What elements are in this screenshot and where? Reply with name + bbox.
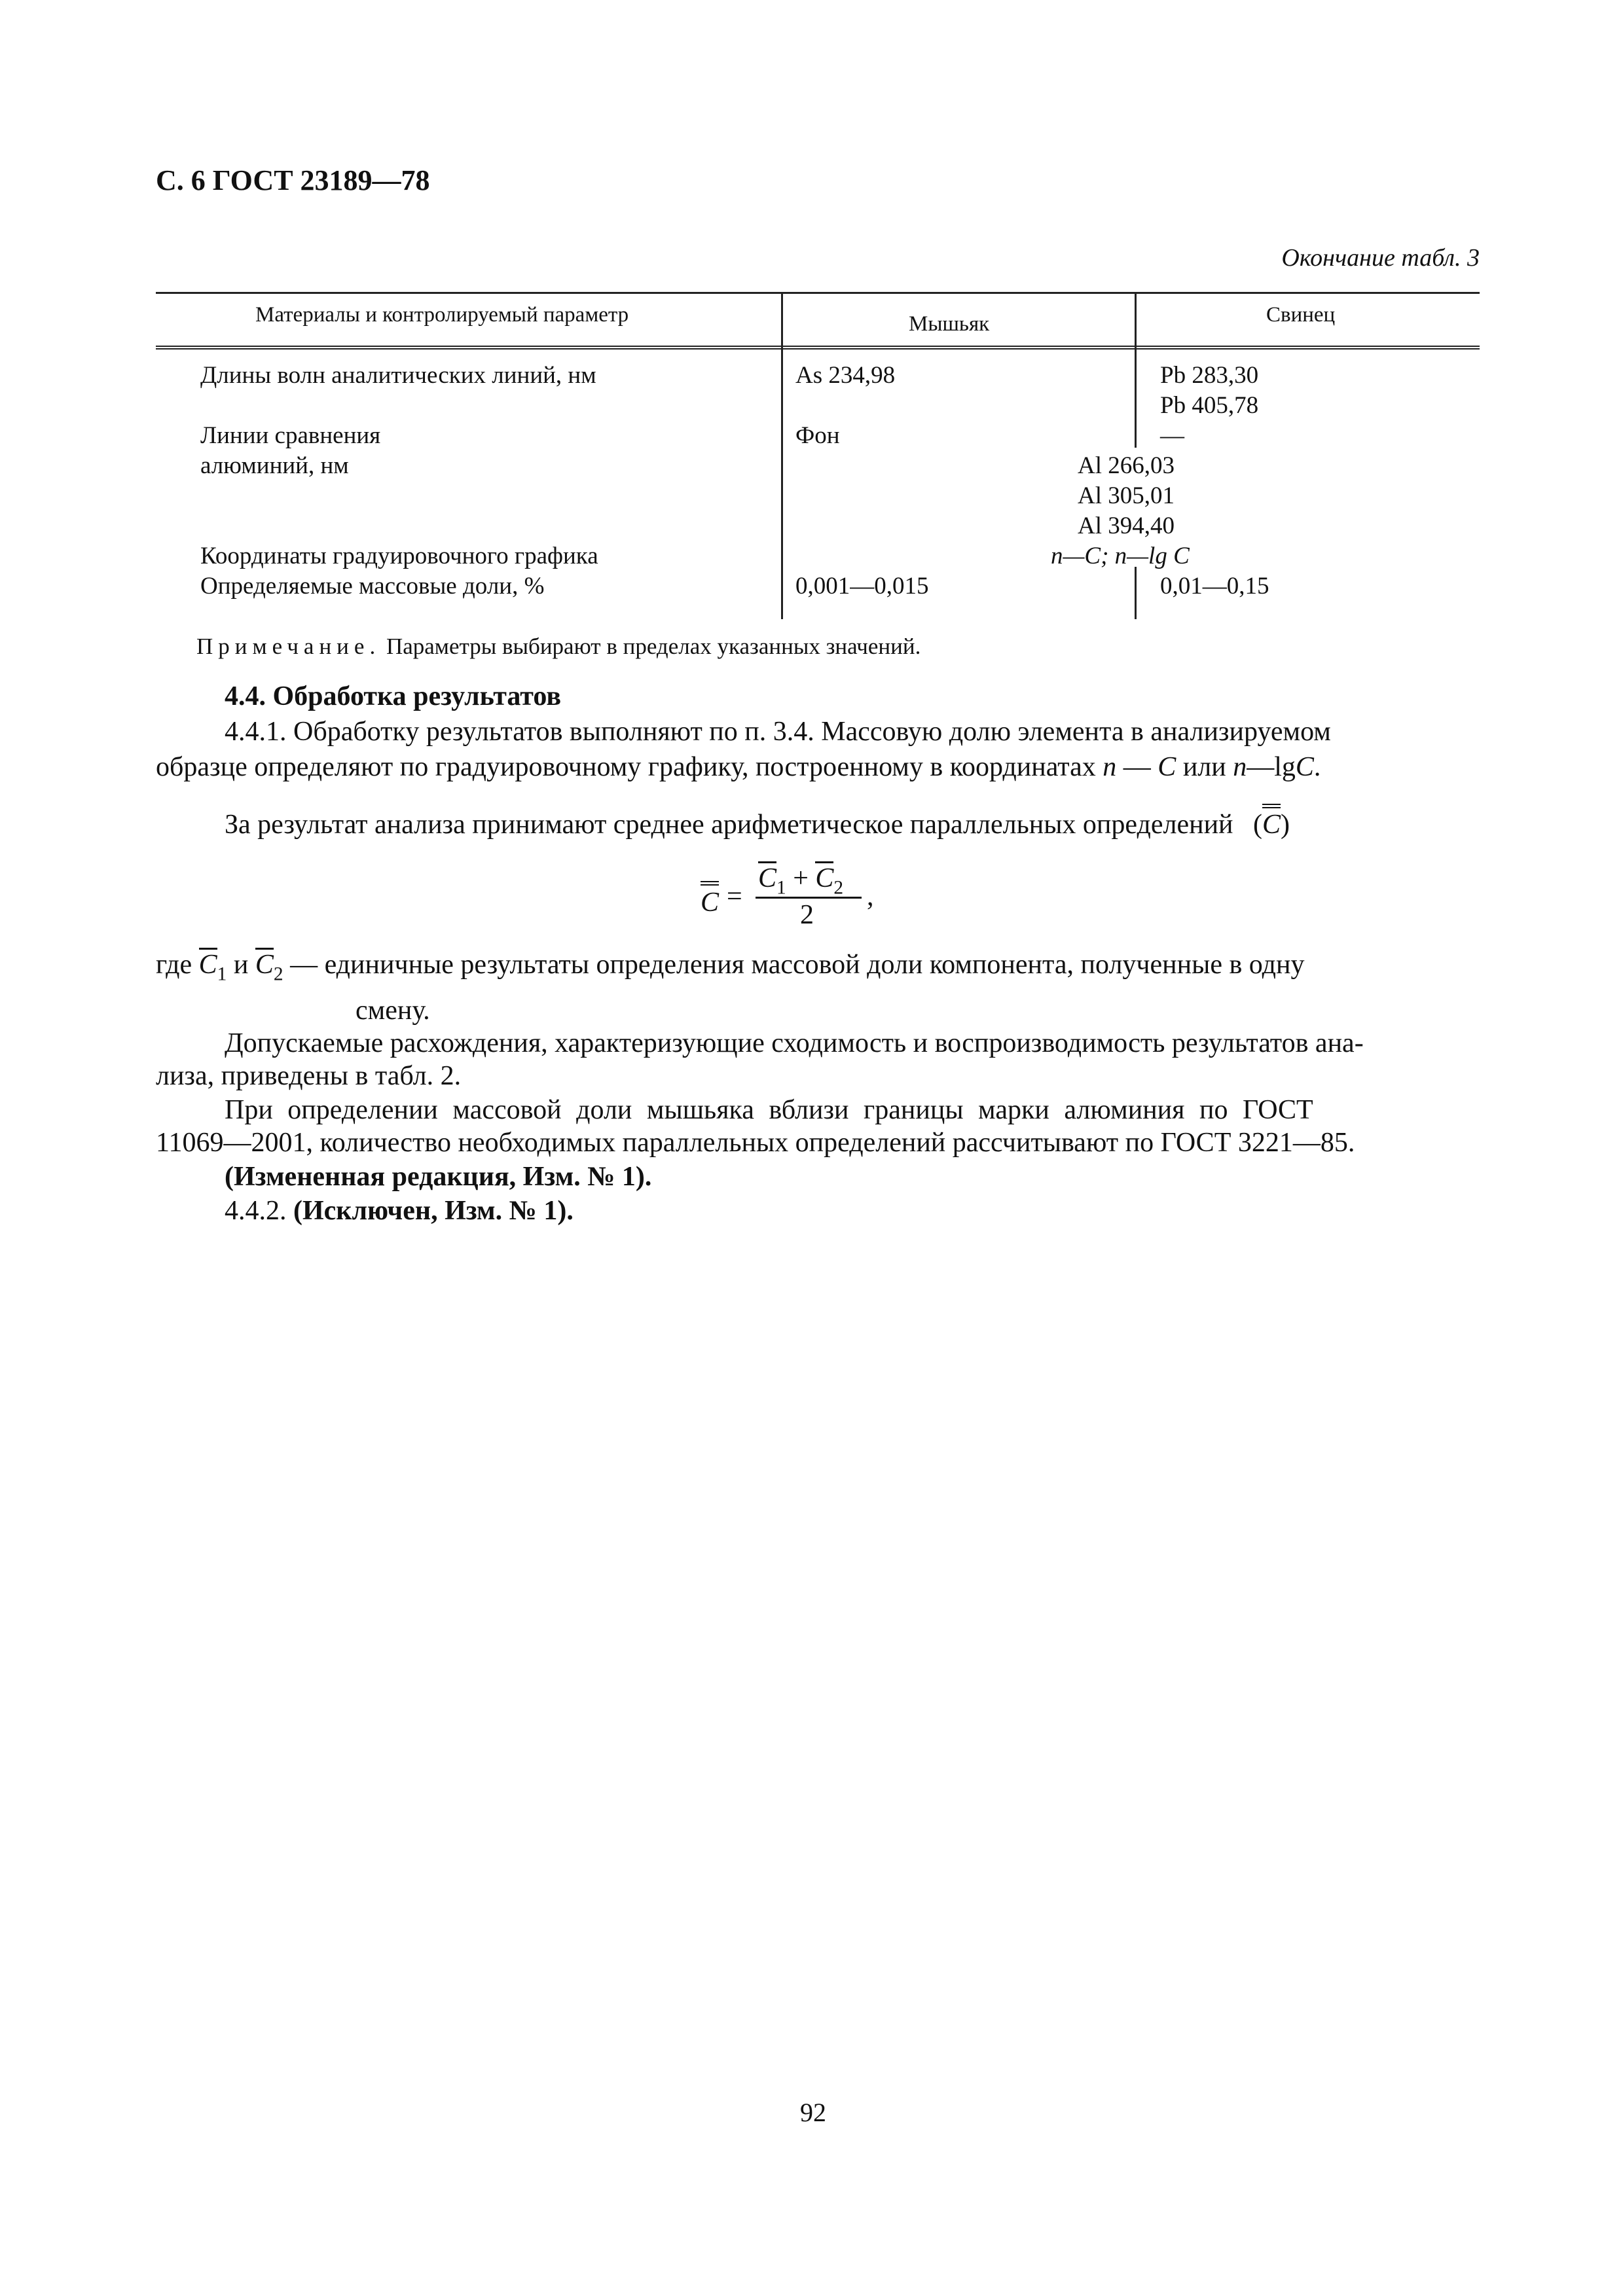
text-run: — единичные результаты определения массовой доли компонента, полученные в одну: [283, 950, 1305, 980]
paragraph-4-4-2: [225, 1195, 574, 1227]
formula-comma: ,: [867, 882, 874, 912]
paragraph-4-4-1-line-2: [156, 751, 1321, 783]
text-run: —lg: [1247, 752, 1296, 782]
formula-c2: C: [815, 861, 833, 893]
row-wavelengths-arsenic: As 234,98: [795, 362, 896, 389]
paragraph-tolerances-line-1: Допускаемые расхождения, характеризующие сходимость и воспроизводимость результатов ана-: [225, 1028, 1364, 1058]
table-note: [196, 634, 921, 660]
formula-numerator: [758, 863, 843, 899]
row-fractions-lead: 0,01—0,15: [1160, 573, 1269, 600]
paragraph-where-line-2: смену.: [356, 996, 430, 1026]
row-comparison-al-3: Al 394,40: [1078, 512, 1175, 539]
document-header: С. 6 ГОСТ 23189—78: [156, 164, 430, 196]
table-note-lead: Примечание.: [196, 634, 381, 659]
where-sub2: 2: [273, 963, 283, 985]
page-number: 92: [800, 2098, 826, 2127]
table-header-rule: [156, 346, 1480, 350]
math-n: n: [1233, 752, 1247, 782]
text-run: —: [1116, 752, 1158, 782]
text-run: или: [1176, 752, 1233, 782]
text-run: где: [156, 950, 199, 980]
formula-equals: =: [727, 882, 742, 912]
where-c1: C: [199, 948, 217, 980]
where-c2: C: [255, 948, 274, 980]
text-run: За результат анализа принимают среднее арифметическое параллельных определений: [225, 810, 1233, 840]
row-coordinates-label: Координаты градуировочного графика: [200, 543, 598, 569]
row-comparison-label-1: Линии сравнения: [200, 422, 381, 449]
row-coordinates-value: n—C; n—lg C: [1051, 543, 1190, 569]
paragraph-arsenic-line-2: 11069—2001, количество необходимых параллельных определений рассчитывают по ГОСТ 3221—85.: [156, 1128, 1355, 1158]
text-run: .: [1313, 752, 1321, 782]
table-caption: Окончание табл. 3: [1281, 244, 1480, 272]
row-comparison-lead: —: [1160, 422, 1184, 449]
table-top-rule: [156, 292, 1480, 294]
table-header-lead: Свинец: [1266, 303, 1336, 327]
table-header-param: Материалы и контролируемый параметр: [255, 303, 629, 327]
paragraph-where: [156, 949, 1304, 985]
paragraph-arsenic-line-1: При определении массовой доли мышьяка вблизи границы марки алюминия по ГОСТ: [225, 1095, 1313, 1125]
formula-fraction-bar: [756, 897, 862, 899]
formula-plus: +: [793, 863, 809, 893]
formula-sub2: 2: [833, 877, 844, 899]
text-run: образце определяют по градуировочному графику, построенному в координатах: [156, 752, 1103, 782]
section-heading: 4.4. Обработка результатов: [225, 681, 562, 711]
row-wavelengths-label: Длины волн аналитических линий, нм: [200, 362, 596, 389]
table-note-text: Параметры выбирают в пределах указанных значений.: [386, 634, 921, 659]
row-wavelengths-lead-1: Pb 283,30: [1160, 362, 1259, 389]
where-sub1: 1: [217, 963, 227, 985]
text-run: 4.4.2.: [225, 1196, 293, 1226]
row-fractions-arsenic: 0,001—0,015: [795, 573, 929, 600]
paragraph-result: [225, 809, 1290, 840]
row-comparison-label-2: алюминий, нм: [200, 452, 349, 479]
table-divider-1: [781, 292, 783, 619]
math-c-double-bar: C: [1262, 804, 1281, 840]
formula-sub1: 1: [776, 877, 786, 899]
math-c: C: [1158, 752, 1176, 782]
formula-denominator: 2: [800, 900, 814, 930]
table-header-arsenic: Мышьяк: [909, 312, 990, 336]
row-comparison-al-2: Al 305,01: [1078, 482, 1175, 509]
amendment-note: (Измененная редакция, Изм. № 1).: [225, 1162, 652, 1192]
mean-formula: [701, 863, 897, 935]
row-fractions-label: Определяемые массовые доли, %: [200, 573, 545, 600]
row-wavelengths-lead-2: Pb 405,78: [1160, 392, 1259, 419]
table-divider-2a: [1135, 292, 1137, 448]
paragraph-tolerances-line-2: лиза, приведены в табл. 2.: [156, 1061, 462, 1091]
row-comparison-al-1: Al 266,03: [1078, 452, 1175, 479]
paragraph-4-4-1-line-1: 4.4.1. Обработку результатов выполняют по п. 3.4. Массовую долю элемента в анализируемом: [225, 717, 1331, 747]
math-c: C: [1295, 752, 1314, 782]
text-run: и: [227, 950, 255, 980]
excluded-note: (Исключен, Изм. № 1).: [293, 1196, 574, 1226]
formula-c1: C: [758, 861, 776, 893]
formula-lhs: C: [701, 881, 719, 918]
math-n: n: [1103, 752, 1117, 782]
row-comparison-arsenic: Фон: [795, 422, 840, 449]
table-divider-2b: [1135, 567, 1137, 619]
mean-symbol: (C): [1253, 809, 1290, 840]
